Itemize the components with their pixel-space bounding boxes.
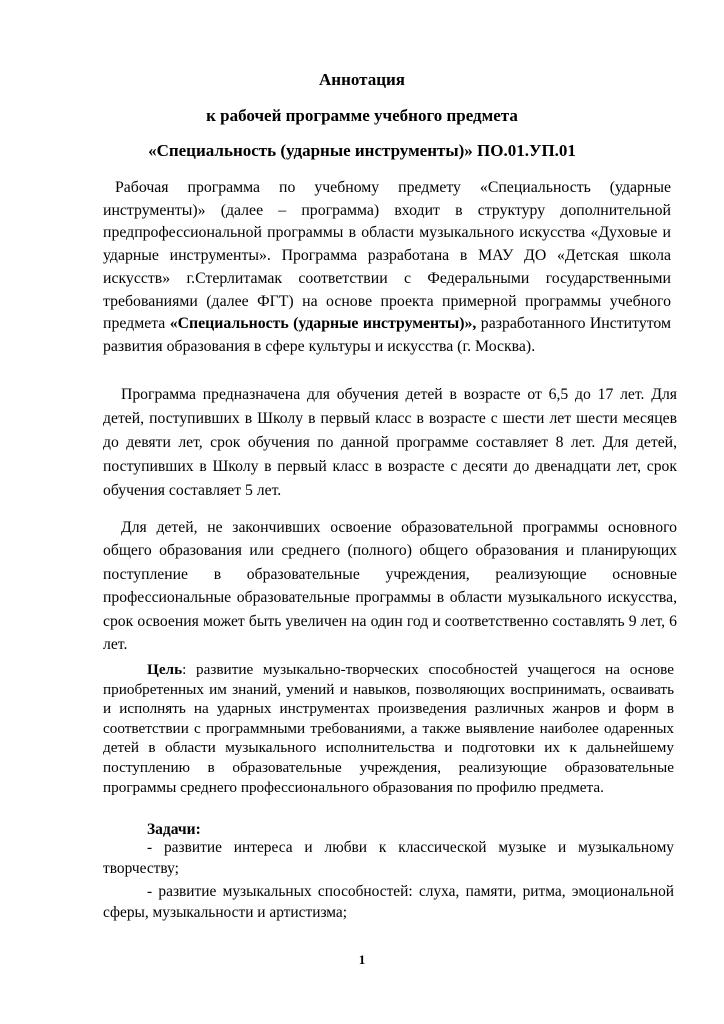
extension-paragraph: Для детей, не закончивших освоение образовательной программы основного общего образования или среднего (полного) общего образования и планирующих поступление в образовательные учреждения, реализующие основные профессиональные образовательные программы в области музыкального искусства, срок освоения может быть увеличен на один год и соответственно составлять 9 лет, 6 лет. bbox=[103, 519, 677, 654]
goal-text: : развитие музыкально-творческих способностей учащегося на основе приобретенных им знаний, умений и навыков, позволяющих воспринимать, осваивать и исполнять на ударных инструментах произведения различных жанров и форм в соответствии с программными требованиями, а также выявление наиболее одаренных детей в области музыкального исполнительства и подготовки их к дальнейшему поступлению в образовательные учреждения, реализующие образовательные программы среднего профессионального образования по профилю предмета. bbox=[103, 661, 674, 796]
intro-tail: разработанного Институтом развития образования в сфере культуры и искусства (г. Москва). bbox=[103, 315, 672, 355]
document-subtitle: к рабочей программе учебного предмета bbox=[206, 106, 518, 125]
page-number: 1 bbox=[358, 952, 366, 967]
intro-bold-subject: «Специальность (ударные инструменты)», bbox=[169, 315, 477, 333]
intro-paragraph bbox=[103, 177, 671, 359]
task-item: - развитие интереса и любви к классической музыке и музыкальному творчеству; bbox=[103, 839, 674, 877]
duration-paragraph: Программа предназначена для обучения детей в возрасте от 6,5 до 17 лет. Для детей, поступивших в Школу в первый класс в возрасте с шести лет шести месяцев до девяти лет, срок обучения по данной программе составляет 8 лет. Для детей, поступивших в Школу в первый класс в возрасте с десяти до двенадцати лет, срок обучения составляет 5 лет. bbox=[103, 386, 677, 499]
subject-heading: «Специальность (ударные инструменты)» ПО.01.УП.01 bbox=[148, 141, 576, 160]
intro-text: Рабочая программа по учебному предмету «Специальность (ударные инструменты)» (далее – программа) входит в структуру дополнительной предпрофессиональной программы в области музыкального искусства «Духовые и ударные инструменты». Программа разработана в МАУ ДО «Детская школа искусств» г.Стерлитамак соответствии с Федеральными государственными требованиями (далее ФГТ) на основе проекта примерной программы учебного предмета bbox=[103, 179, 671, 333]
tasks-heading: Задачи: bbox=[147, 821, 201, 838]
goal-label: Цель bbox=[147, 661, 183, 678]
goal-paragraph bbox=[103, 660, 674, 797]
task-item: - развитие музыкальных способностей: слуха, памяти, ритма, эмоциональной сферы, музыкальности и артистизма; bbox=[103, 883, 674, 921]
document-title: Аннотация bbox=[319, 70, 405, 89]
